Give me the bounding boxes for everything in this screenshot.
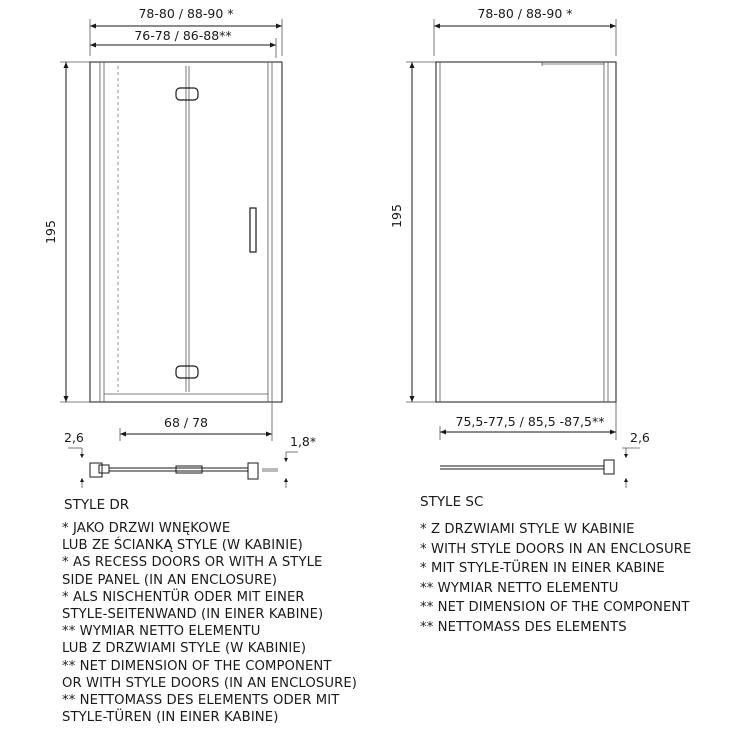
right-note-line: ** NET DIMENSION OF THE COMPONENT <box>420 600 690 615</box>
right-bottom-dimension <box>440 402 616 440</box>
left-note-line: * ALS NISCHENTÜR ODER MIT EINER <box>62 589 305 605</box>
left-note-line: STYLE-SEITENWAND (IN EINER KABINE) <box>62 607 324 623</box>
right-note-line: * Z DRZWIAMI STYLE W KABINIE <box>420 522 635 537</box>
left-note-line: OR WITH STYLE DOORS (IN AN ENCLOSURE) <box>62 675 358 691</box>
left-side-dimension-label: 2,6 <box>64 430 84 445</box>
left-note-line: * AS RECESS DOORS OR WITH A STYLE <box>62 555 323 571</box>
right-top-dimension-label: 78-80 / 88-90 * <box>477 6 573 21</box>
left-drawing <box>43 6 316 488</box>
left-door-handle <box>250 208 256 252</box>
left-bottom-dimension <box>120 402 272 441</box>
right-note-line: ** WYMIAR NETTO ELEMENTU <box>420 580 619 596</box>
right-note-line: * MIT STYLE-TÜREN IN EINER KABINE <box>420 561 665 576</box>
left-top-dimension-2-label: 76-78 / 86-88** <box>134 28 232 43</box>
left-style-label: STYLE DR <box>64 497 130 513</box>
left-side-dimension-right-label: 1,8* <box>290 434 317 449</box>
left-notes <box>62 520 357 726</box>
left-note-line: * JAKO DRZWI WNĘKOWE <box>62 521 231 536</box>
left-note-line: STYLE-TÜREN (IN EINER KABINE) <box>62 710 279 726</box>
right-note-line: * WITH STYLE DOORS IN AN ENCLOSURE <box>420 541 692 557</box>
left-plan-view <box>64 430 316 488</box>
left-note-line: ** WYMIAR NETTO ELEMENTU <box>62 624 261 640</box>
left-note-line: ** NETTOMASS DES ELEMENTS ODER MIT <box>62 693 340 709</box>
right-side-dimension-label: 2,6 <box>630 430 650 445</box>
left-note-line: SIDE PANEL (IN AN ENCLOSURE) <box>62 572 278 588</box>
right-height-dimension <box>389 62 436 402</box>
left-bottom-dimension-label: 68 / 78 <box>164 415 208 430</box>
right-plan-view <box>440 430 650 488</box>
left-note-line: LUB ZE ŚCIANKĄ STYLE (W KABINIE) <box>62 538 303 554</box>
right-height-dimension-label: 195 <box>389 204 404 228</box>
right-note-line: ** NETTOMASS DES ELEMENTS <box>420 619 627 635</box>
left-note-line: ** NET DIMENSION OF THE COMPONENT <box>62 658 332 674</box>
left-top-dimension-1-label: 78-80 / 88-90 * <box>138 6 234 21</box>
left-lower-hinge <box>176 366 198 378</box>
right-top-dimension <box>434 6 616 56</box>
right-notes <box>420 520 691 637</box>
right-side-panel <box>436 62 616 402</box>
right-bottom-dimension-label: 75,5-77,5 / 85,5 -87,5** <box>455 414 605 429</box>
left-height-dimension-label: 195 <box>43 220 58 244</box>
left-top-dimension-2 <box>90 28 276 58</box>
left-upper-hinge <box>176 88 198 100</box>
left-height-dimension <box>43 62 90 402</box>
left-note-line: LUB Z DRZWIAMI STYLE (W KABINIE) <box>62 641 307 657</box>
right-style-label: STYLE SC <box>420 494 484 510</box>
right-drawing <box>389 6 650 488</box>
left-door-frame <box>90 62 282 402</box>
